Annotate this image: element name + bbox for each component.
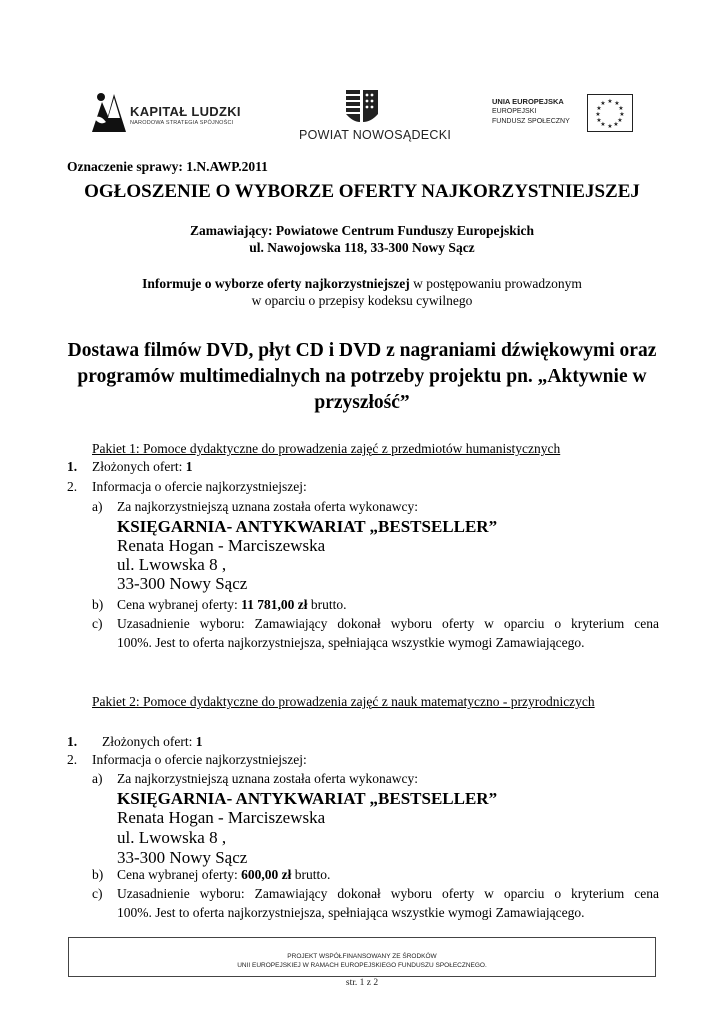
package-2-item-a: a): [92, 771, 103, 786]
package-2-a-text: Za najkorzystniejszą uznana została oferta wykonawcy:: [117, 771, 418, 786]
package-1-price-value: 11 781,00 zł: [241, 597, 308, 612]
inform-line-2: w oparciu o przepisy kodeksu cywilnego: [251, 293, 473, 308]
powiat-label: POWIAT NOWOSĄDECKI: [299, 128, 452, 142]
package-2-info-label: Informacja o ofercie najkorzystniejszej:: [92, 752, 307, 767]
package-2-num-1: 1.: [67, 734, 78, 749]
package-2-count-label: Złożonych ofert:: [102, 734, 193, 749]
svg-text:★: ★: [617, 117, 623, 124]
contract-title: [52, 338, 672, 416]
package-1-price-label: Cena wybranej oferty:: [117, 597, 238, 612]
title-line-1: Dostawa filmów DVD, płyt CD i DVD z nagraniami dźwiękowymi oraz: [67, 340, 657, 361]
package-1-heading: Pakiet 1: Pomoce dydaktyczne do prowadzenia zajęć z przedmiotów humanistycznych: [92, 441, 561, 456]
package-2-price: [117, 866, 330, 883]
package-2-item-c: c): [92, 886, 103, 901]
inform-rest: w postępowaniu prowadzonym: [409, 276, 582, 291]
powiat-coat-of-arms-icon: [344, 88, 380, 124]
package-2-price-label: Cena wybranej oferty:: [117, 867, 238, 882]
package-2-street: ul. Lwowska 8 ,: [117, 828, 227, 847]
package-1-justification-line-2: 100%. Jest to oferta najkorzystniejsza, spełniająca wszystkie wymogi Zamawiającego.: [117, 635, 585, 650]
package-1-person: Renata Hogan - Marciszewska: [117, 536, 326, 555]
package-1-a-text: Za najkorzystniejszą uznana została oferta wykonawcy:: [117, 499, 418, 514]
package-1-city: 33-300 Nowy Sącz: [117, 574, 248, 593]
package-2-offer-count: [102, 733, 202, 750]
page-current: 1: [359, 978, 365, 988]
svg-text:★: ★: [619, 111, 625, 118]
kapital-ludzki-subtitle: NARODOWA STRATEGIA SPÓJNOŚCI: [130, 120, 234, 126]
ue-line-2: EUROPEJSKI: [492, 108, 537, 115]
package-1-price: [117, 596, 346, 613]
ue-text: [492, 97, 570, 127]
eu-flag-icon: [587, 94, 633, 132]
package-1-info-label: Informacja o ofercie najkorzystniejszej:: [92, 479, 307, 494]
package-2-num-2: 2.: [67, 752, 78, 767]
kapital-ludzki-text: [130, 104, 241, 126]
page-of: z: [366, 978, 371, 988]
svg-text:★: ★: [600, 100, 606, 107]
package-2-item-b: b): [92, 867, 104, 882]
package-1-street: ul. Lwowska 8 ,: [117, 555, 227, 574]
package-2-vendor: KSIĘGARNIA- ANTYKWARIAT „BESTSELLER”: [117, 789, 498, 808]
svg-text:★: ★: [613, 121, 619, 128]
page-prefix: str.: [345, 978, 358, 988]
title-line-2: programów multimedialnych na potrzeby projektu pn. „Aktywnie w: [77, 366, 647, 387]
package-1-item-b: b): [92, 597, 104, 612]
package-1-item-c: c): [92, 616, 103, 631]
svg-text:★: ★: [607, 123, 613, 130]
inform-line-1: [0, 275, 724, 292]
page-number: [0, 978, 724, 988]
package-2-heading: Pakiet 2: Pomoce dydaktyczne do prowadzenia zajęć z nauk matematyczno - przyrodniczych: [92, 694, 595, 709]
svg-text:★: ★: [596, 117, 602, 124]
ue-title: UNIA EUROPEJSKA: [492, 97, 564, 106]
package-1-num-1: 1.: [67, 459, 78, 474]
page-total: 2: [373, 978, 379, 988]
package-2-count-value: 1: [195, 734, 203, 749]
package-2-price-suffix: brutto.: [294, 867, 331, 882]
svg-text:★: ★: [595, 111, 601, 118]
footer-text: [68, 952, 656, 970]
package-2-justification-line-1: Uzasadnienie wyboru: Zamawiający dokonał wyboru oferty w oparciu o kryterium cena: [117, 886, 659, 901]
package-2-person: Renata Hogan - Marciszewska: [117, 808, 326, 827]
svg-text:★: ★: [607, 98, 613, 105]
package-1-price-suffix: brutto.: [310, 597, 347, 612]
footer-line-1: PROJEKT WSPÓŁFINANSOWANY ZE ŚRODKÓW: [287, 953, 437, 960]
package-1-item-a: a): [92, 499, 103, 514]
svg-text:★: ★: [596, 105, 602, 112]
document-heading: OGŁOSZENIE O WYBORZE OFERTY NAJKORZYSTNIEJSZEJ: [84, 181, 640, 202]
package-2-city: 33-300 Nowy Sącz: [117, 848, 248, 867]
inform-bold: Informuje o wyborze oferty najkorzystniejszej: [142, 276, 410, 291]
package-1-offer-count: [92, 458, 192, 475]
package-1-count-value: 1: [185, 459, 193, 474]
ue-line-3: FUNDUSZ SPOŁECZNY: [492, 118, 570, 125]
package-1-num-2: 2.: [67, 479, 78, 494]
contracting-line-1: Zamawiający: Powiatowe Centrum Funduszy Europejskich: [190, 223, 534, 238]
case-reference: Oznaczenie sprawy: 1.N.AWP.2011: [67, 159, 268, 174]
footer-line-2: UNII EUROPEJSKIEJ W RAMACH EUROPEJSKIEGO FUNDUSZU SPOŁECZNEGO.: [237, 962, 487, 969]
svg-text:★: ★: [600, 121, 606, 128]
kapital-ludzki-title: KAPITAŁ LUDZKI: [130, 104, 241, 119]
package-2-price-value: 600,00 zł: [241, 867, 292, 882]
kapital-ludzki-logo-icon: [88, 88, 130, 134]
svg-text:★: ★: [614, 100, 620, 107]
package-1-justification-line-1: Uzasadnienie wyboru: Zamawiający dokonał wyboru oferty w oparciu o kryterium cena: [117, 616, 659, 631]
package-1-vendor: KSIĘGARNIA- ANTYKWARIAT „BESTSELLER”: [117, 517, 498, 536]
package-1-count-label: Złożonych ofert:: [92, 459, 183, 474]
eu-stars-icon: [588, 95, 632, 131]
title-line-3: przyszłość”: [314, 392, 410, 413]
contracting-line-2: ul. Nawojowska 118, 33-300 Nowy Sącz: [249, 240, 475, 255]
package-2-justification-line-2: 100%. Jest to oferta najkorzystniejsza, spełniająca wszystkie wymogi Zamawiającego.: [117, 905, 585, 920]
svg-text:★: ★: [618, 105, 624, 112]
